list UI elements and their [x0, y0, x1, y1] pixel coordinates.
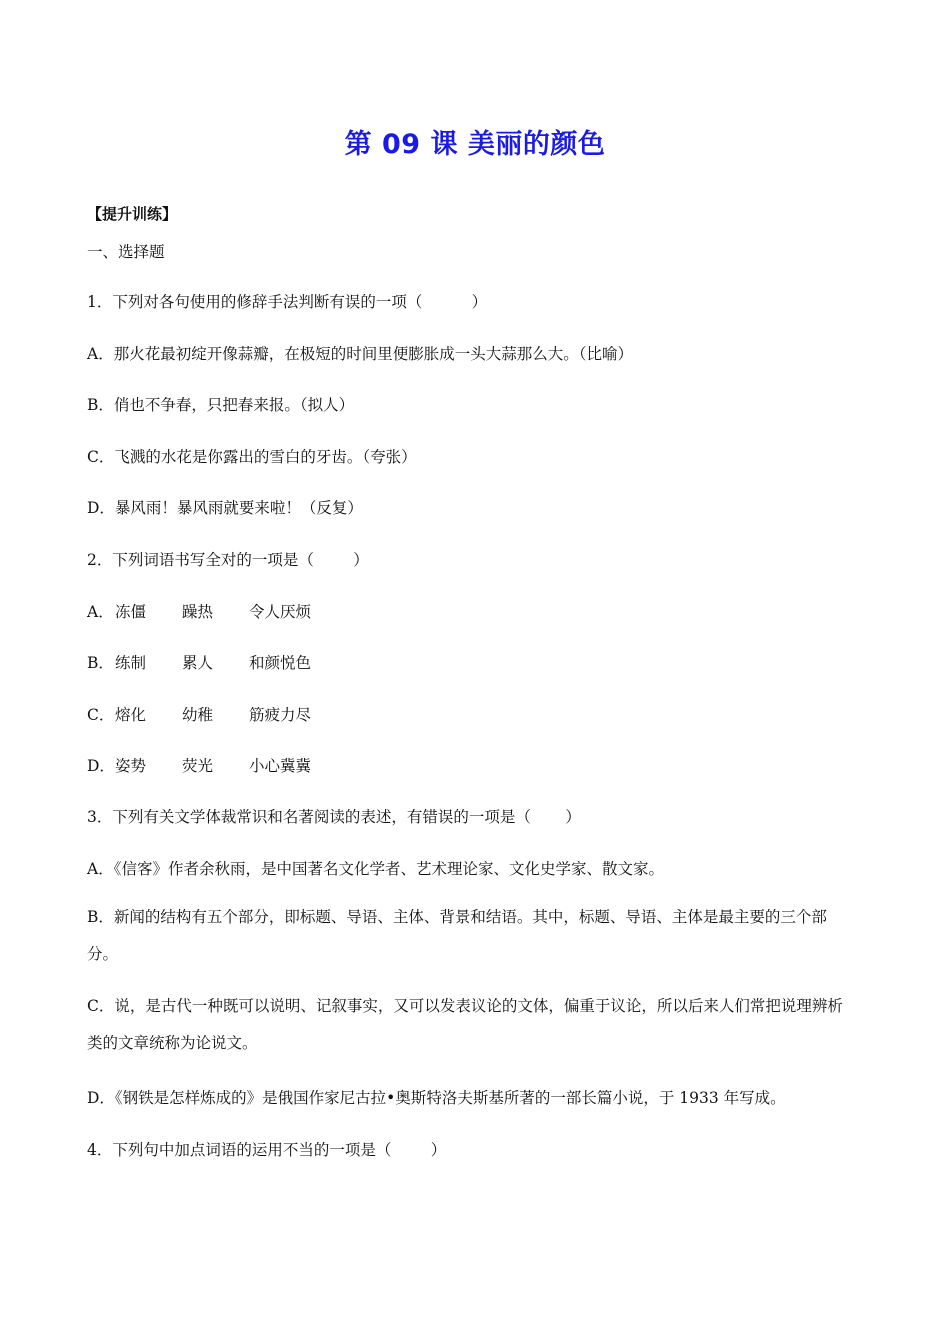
page-title: 第 09 课 美丽的颜色 — [344, 129, 606, 160]
section-header: 【提升训练】 — [87, 205, 178, 223]
question-3-option-d: D．《钢铁是怎样炼成的》是俄国作家尼古拉•奥斯特洛夫斯基所著的一部长篇小说，于 1933 年写成。 — [87, 1089, 786, 1107]
question-3-option-b: B．新闻的结构有五个部分，即标题、导语、主体、背景和结语。其中，标题、导语、主体是最主要的三个部分。 — [87, 908, 827, 963]
option-word: 冻僵 — [115, 603, 147, 621]
option-letter: D． — [87, 757, 115, 775]
question-3-option-c: C．说，是古代一种既可以说明、记叙事实，又可以发表议论的文体，偏重于议论，所以后来人们常把说理辨析类的文章统称为论说文。 — [87, 997, 843, 1052]
question-4-stem: 4．下列句中加点词语的运用不当的一项是（ ） — [87, 1141, 447, 1159]
option-word: 幼稚 — [182, 706, 214, 724]
option-word: 累人 — [182, 654, 214, 672]
question-1-option-c: C．飞溅的水花是你露出的雪白的牙齿。（夸张） — [87, 448, 417, 466]
question-3-stem: 3．下列有关文学体裁常识和名著阅读的表述，有错误的一项是（ ） — [87, 808, 581, 826]
question-1-option-d: D．暴风雨！暴风雨就要来啦！（反复） — [87, 499, 363, 517]
option-word: 练制 — [115, 654, 147, 672]
option-word: 躁热 — [182, 603, 214, 621]
question-3-option-a: A．《信客》作者余秋雨，是中国著名文化学者、艺术理论家、文化史学家、散文家。 — [87, 860, 664, 878]
option-letter: A． — [87, 603, 114, 621]
question-1-option-b: B．俏也不争春，只把春来报。（拟人） — [87, 396, 355, 414]
option-word: 小心冀冀 — [249, 757, 312, 775]
option-word: 熔化 — [115, 706, 147, 724]
option-letter: B． — [87, 654, 114, 672]
part-header: 一、选择题 — [87, 243, 165, 261]
option-word: 荧光 — [182, 757, 214, 775]
option-word: 和颜悦色 — [249, 654, 312, 672]
question-1-option-a: A．那火花最初绽开像蒜瓣，在极短的时间里便膨胀成一头大蒜那么大。（比喻） — [87, 345, 633, 363]
option-word: 姿势 — [115, 757, 147, 775]
option-word: 令人厌烦 — [249, 603, 312, 621]
question-1-stem: 1．下列对各句使用的修辞手法判断有误的一项（ ） — [87, 293, 488, 311]
option-letter: C． — [87, 706, 115, 724]
question-2-stem: 2．下列词语书写全对的一项是（ ） — [87, 551, 369, 569]
option-word: 筋疲力尽 — [249, 706, 312, 724]
